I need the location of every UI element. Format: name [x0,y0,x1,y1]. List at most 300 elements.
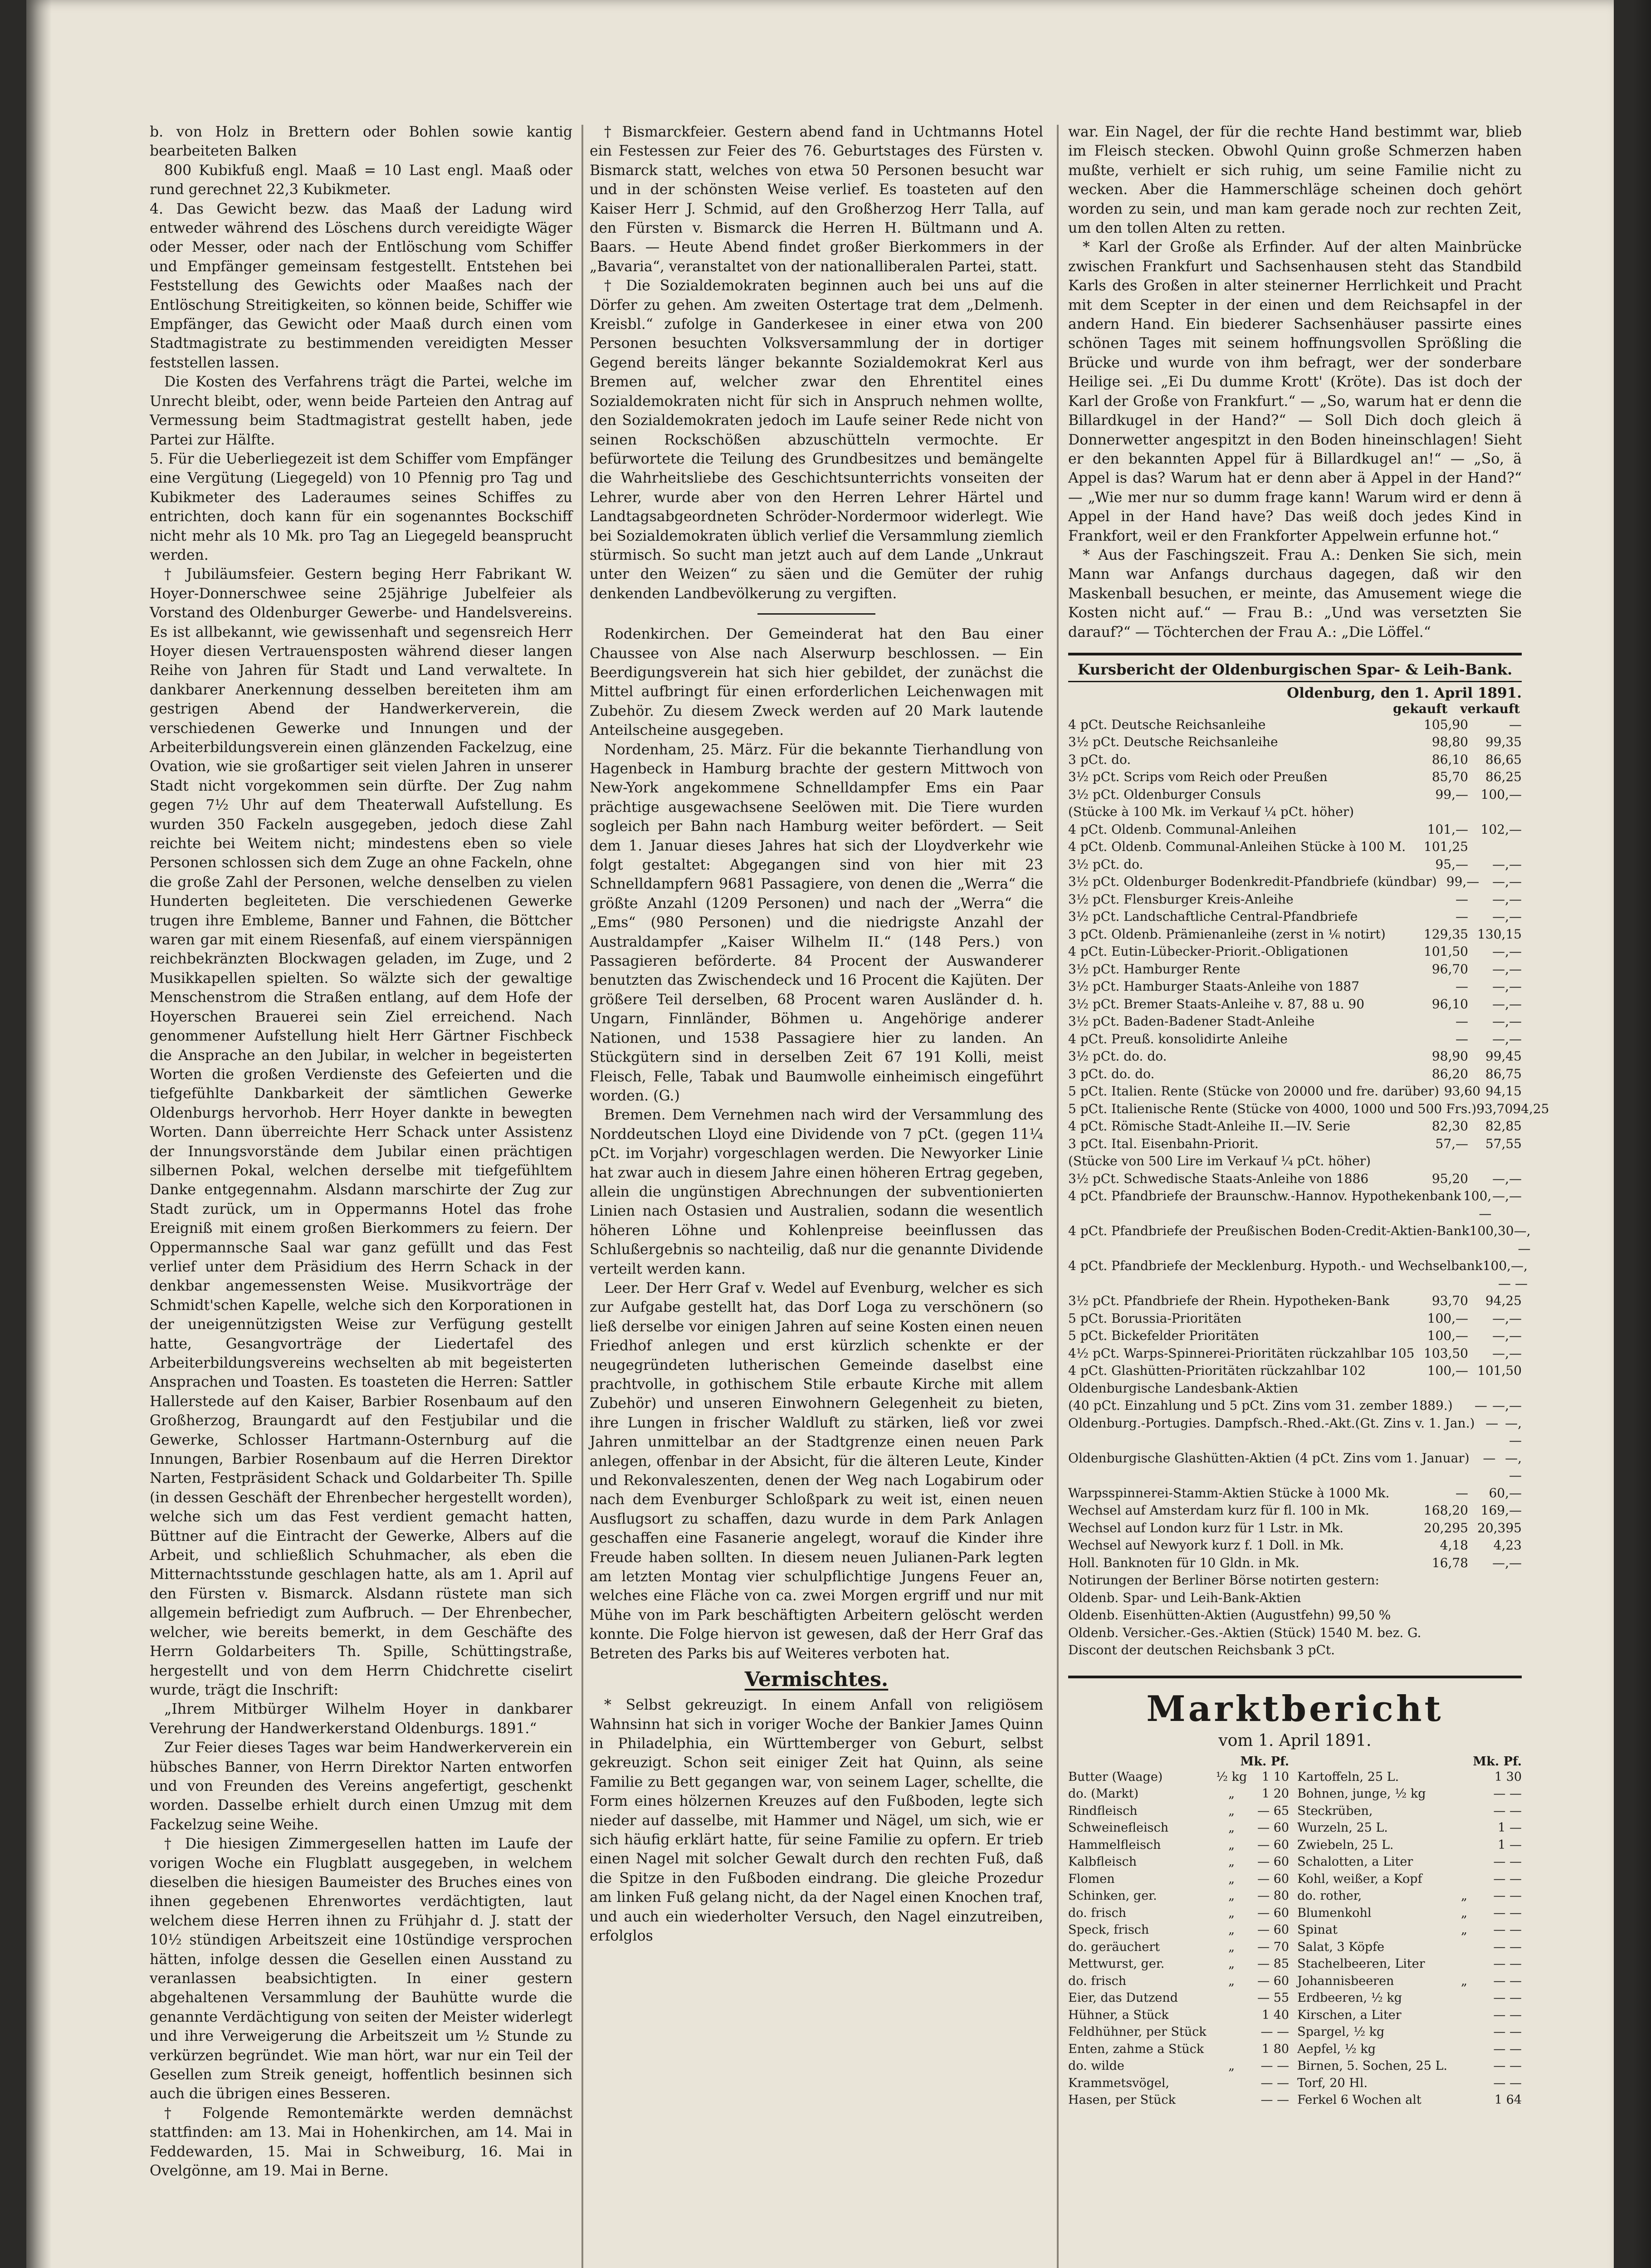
markt-row [1297,1769,1522,1786]
markt-unit [1447,2058,1481,2075]
markt-row [1068,1921,1289,1939]
markt-unit: „ [1228,1804,1235,1818]
markt-price: — — [1493,2008,1522,2022]
markt-unit: „ [1461,1923,1467,1937]
markt-item: Enten, zahme a Stück [1068,2042,1204,2056]
markt-price: — — [1493,1940,1522,1954]
kurs-row [1068,1554,1522,1572]
markt-unit [1215,2041,1248,2058]
kurs-label: (Stücke von 500 Lire im Verkauf ¼ pCt. höher) [1068,1154,1371,1169]
kurs-gekauft: 100,— [1427,1363,1468,1378]
markt-unit [1215,2092,1248,2109]
markt-item: do. frisch [1068,1974,1127,1988]
kurs-label: Oldenburgische Glashütten-Aktien (4 pCt. Zins vom 1. Januar) [1068,1450,1470,1466]
markt-price: — — [1493,1787,1522,1801]
kurs-row [1068,716,1522,734]
kurs-gekauft: 86,10 [1431,752,1468,767]
kurs-label: Wechsel auf Amsterdam kurz für fl. 100 in Mk. [1068,1503,1369,1518]
markt-item: do. wilde [1068,2059,1124,2073]
markt-row [1068,1973,1289,1990]
kursbericht-title: Kursbericht der Oldenburgischen Spar- & Leih-Bank. [1068,653,1522,682]
kurs-row [1068,873,1522,891]
markt-item: Zwiebeln, 25 L. [1297,1838,1394,1852]
markt-row [1068,1955,1289,1973]
kurs-row [1068,1135,1522,1153]
markt-item: Erdbeeren, ½ kg [1297,1991,1402,2005]
kurs-row [1068,1066,1522,1083]
kurs-row [1068,943,1522,961]
markt-item: Johannisbeeren [1297,1974,1394,1988]
markt-row [1068,1819,1289,1837]
markt-price: — — [1493,1804,1522,1818]
markt-unit [1447,1769,1481,1786]
markt-unit: „ [1228,1923,1235,1937]
page-edge-shade [1633,0,1651,2268]
markt-price: 1 — [1498,1821,1522,1835]
markt-unit: „ [1228,1940,1235,1954]
article-karl-der-grosse: * Karl der Große als Erfinder. Auf der alten Mainbrücke zwischen Frankfurt und Sachsenhausen steht das Standbild Karls des Großen in alter steinerner Herrlichkeit und Pracht mit dem Scepter in der einen und dem Reichsapfel in der andern Hand. Ein biederer Sachsenhäuser passirte eines schönen Tages mit seinem hoffnungsvollen Sprößling die Brücke und wurde von ihm befragt, wer der sonderbare Heilige sei. „Ei Du dumme Krott' (Kröte). Das ist doch der Karl der Große von Frankfurt.“ — „So, warum hat er denn die Billardkugel in der Hand?“ — Soll Dich doch gleich ä Donnerwetter angespitzt in den Boden hineinschlagen! Sieht er den bekannten Appel für ä Billardkugel an!“ — „So, ä Appel is das? Warum hat er denn aber ä Appel in der Hand?“ — „Wie mer nur so dumm frage kann! Warum wird er denn ä Appel in der Hand have? Das weiß doch jedes Kind in Frankfort, weil er den Frankforter Appelwein erfunne hot.“ [1068,239,1522,544]
article-jubilaeumsfeier: † Jubiläumsfeier. Gestern beging Herr Fabrikant W. Hoyer-Donnerschwee seine 25jährige Jubelfeier als Vorstand des Oldenburger Gewerbe- und Handelsvereins. Es ist allbekannt, wie gewissenhaft und segensreich Herr Hoyer diesen Vertrauensposten während dieser langen Reihe von Jahren für Stadt und Land verwaltete. In dankbarer Anerkennung desselben bereiteten ihm am gestrigen Abend der Handwerkerverein, die verschiedenen Gewerke und Innungen und der Arbeiterbildungsverein einen glänzenden Fackelzug, eine Ovation, wie sie großartiger seit vielen Jahren in unserer Stadt nicht vorgekommen sein dürfte. Der Zug nahm gegen 7½ Uhr auf dem Theaterwall Aufstellung. Es wurden 350 Fackeln ausgegeben, jedoch diese Zahl reichte bei Weitem nicht; mindestens eben so viele Personen schlossen sich dem Zuge an ohne Fackeln, ohne die große Zahl der Personen, welche denselben zu vielen Hunderten begleiteten. Die verschiedenen Gewerke trugen ihre Embleme, Banner und Fahnen, die Böttcher waren gar mit einem Riesenfaß, auf einem vierspännigen reichbekränzten Blockwagen geladen, im Zuge, und 2 Musikkapellen spielten. So wälzte sich der gewaltige Menschenstrom die Straßen entlang, auf dem Hofe der Hoyerschen Brauerei sein Ziel erreichend. Nach genommener Aufstellung hielt Herr Gärtner Fischbeck die Ansprache an den Jubilar, in welcher in begeisterten Worten die großen Verdienste des Gefeierten und die tiefgefühlte Dankbarkeit der sämtlichen Gewerke Oldenburgs hervorhob. Herr Hoyer dankte in bewegten Worten. Dann überreichte Herr Schack unter Assistenz der Innungsvorstände dem Jubilar einen prächtigen silbernen Pokal, welchen derselbe mit tiefgefühltem Danke entgegennahm. Alsdann marschirte der Zug zur Stadt zurück, um in Oppermanns Hotel das frohe Ereigniß mit einem großen Bierkommers zu feiern. Der Oppermannsche Saal war ganz gefüllt und das Fest verlief unter dem Präsidium des Herrn Schack in der denkbar angemessensten Weise. Musikvorträge der Schmidt'schen Kapelle, welche sich den Korporationen in der uneigennützigsten Weise zur Verfügung gestellt hatte, Gesangvorträge der Liedertafel des Arbeiterbildungsvereins wechselten ab mit begeisterten Ansprachen und Toasten. Es toasteten die Herren: Sattler Hallerstede auf den Kaiser, Barbier Rosenbaum auf den Großherzog, Braungardt auf den Festjubilar und die Gewerke, Schlosser Hartmann-Osternburg auf die Innungen, Barbier Rosenbaum auf die Herren Direktor Narten, Festpräsident Schack und Goldarbeiter Th. Spille (in dessen Geschäft der Ehrenbecher hergestellt worden), welche sich um das Fest verdient gemacht hatten, Büttner auf die Eintracht der Gewerke, Albers auf die Arbeit, und schließlich Schuhmacher, als eben die Mitternachtsstunde geschlagen hatte, als am 1. April auf den Fürsten v. Bismarck. Alsdann rüstete man sich allgemein befriedigt zum Aufbruch. — Der Ehrenbecher, welcher, wie bereits bemerkt, in dem Geschäfte des Herrn Goldarbeiters Th. Spille, Schüttingstraße, hergestellt und von dem Herrn Chidchrette ciselirt wurde, trägt die Inschrift: [150,566,572,1698]
kurs-row [1068,908,1522,926]
markt-row [1297,1921,1522,1939]
kurs-row [1068,1327,1522,1345]
kurs-gekauft: — [1456,891,1468,907]
markt-unit: „ [1228,1974,1235,1988]
markt-price: 1 20 [1261,1787,1290,1801]
markt-price: — — [1260,2076,1290,2090]
kurs-label: Wechsel auf Newyork kurz f. 1 Doll. in Mk. [1068,1538,1344,1553]
markt-row [1297,1905,1522,1922]
markt-row [1068,1785,1289,1803]
markt-unit [1447,1785,1481,1803]
article-paragraph: Zur Feier dieses Tages war beim Handwerkerverein ein hübsches Banner, von Herrn Direktor Narten entworfen und von Freunden des Vereins angefertigt, geschenkt worden. Dasselbe erhielt durch einen Umzug mit dem Fackelzug seine Weihe. [150,1740,572,1833]
kurs-row [1068,926,1522,943]
kurs-label: 4½ pCt. Warps-Spinnerei-Prioritäten rückzahlbar 105 [1068,1345,1415,1361]
markt-price: — — [1493,1923,1522,1937]
markt-price: — — [1493,1906,1522,1920]
kurs-label: Oldenb. Eisenhütten-Aktien (Augustfehn) 99,50 % [1068,1608,1391,1623]
markt-unit: „ [1228,1889,1235,1903]
kurs-verkauft: —,— [1492,1328,1522,1344]
kurs-row [1068,1153,1522,1170]
kurs-label: Notirungen der Berliner Börse notirten gestern: [1068,1573,1379,1588]
kurs-label: 3½ pCt. Oldenburger Consuls [1068,787,1261,802]
markt-unit [1447,1819,1481,1837]
markt-unit [1447,2092,1481,2109]
marktbericht-table [1068,1755,1522,2109]
markt-item: do. rother, [1297,1889,1362,1903]
kurs-row [1068,1048,1522,1066]
kurs-gekauft: 129,35 [1424,926,1468,942]
kurs-label: Oldenburgische Landesbank-Aktien [1068,1380,1298,1396]
kurs-label: 4 pCt. Preuß. konsolidirte Anleihe [1068,1031,1288,1046]
kurs-verkauft: —,— [1492,1014,1522,1029]
kurs-row [1068,1013,1522,1031]
markt-price: — 60 [1257,1974,1290,1988]
kurs-gekauft: 101,— [1427,821,1468,837]
kurs-label: 3 pCt. Oldenb. Prämienanleihe (zerst in ⅙ notirt) [1068,926,1386,942]
markt-item: Blumenkohl [1297,1906,1372,1920]
kurs-verkauft: 101,50 [1477,1363,1522,1378]
markt-unit [1447,1853,1481,1871]
kurs-label: (Stücke à 100 Mk. im Verkauf ¼ pCt. höher) [1068,804,1354,820]
kurs-verkauft: 100,— [1480,787,1522,802]
kurs-verkauft: —,— [1505,1415,1522,1448]
markt-unit [1447,1803,1481,1820]
kurs-label: 4 pCt. Deutsche Reichsanleihe [1068,717,1266,732]
markt-row [1297,2075,1522,2092]
kurs-verkauft: — [1509,717,1522,732]
markt-price: 1 — [1498,1838,1522,1852]
markt-unit: „ [1228,2059,1235,2073]
markt-item: Hasen, per Stück [1068,2093,1176,2107]
kurs-verkauft: 99,35 [1485,734,1522,750]
markt-row [1297,1955,1522,1973]
markt-row [1068,1769,1289,1786]
article-paragraph: Die Kosten des Verfahrens trägt die Partei, welche im Unrecht bleibt, oder, wenn beide Parteien den Antrag auf Vermessung beim Stadtmagistrat gestellt haben, jede Partei zur Hälfte. [150,374,572,448]
markt-unit: ½ kg [1216,1769,1247,1784]
markt-unit [1447,1989,1481,2007]
markt-price: — 80 [1257,1889,1290,1903]
marktbericht-right [1297,1755,1522,2109]
kurs-verkauft: 57,55 [1485,1136,1522,1151]
kurs-gekauft: 82,30 [1431,1119,1468,1134]
markt-row [1297,1853,1522,1871]
markt-item: Ferkel 6 Wochen alt [1297,2093,1421,2107]
kurs-verkauft: —,— [1492,1398,1522,1413]
markt-unit [1447,1955,1481,1973]
markt-row [1068,2092,1289,2109]
markt-price: — 70 [1257,1940,1290,1954]
kurs-label: 3½ pCt. Scrips vom Reich oder Preußen [1068,769,1328,785]
column-rule-1 [581,125,583,2268]
markt-row [1297,1887,1522,1905]
markt-row [1297,1989,1522,2007]
kurs-gekauft: 95,— [1435,856,1468,872]
kurs-verkauft: —,— [1514,1223,1531,1256]
kurs-verkauft: 169,— [1480,1503,1522,1518]
kurs-label: 4 pCt. Pfandbriefe der Braunschw.-Hannov. Hypothekenbank [1068,1188,1461,1204]
markt-unit [1447,2041,1481,2058]
section-divider [757,613,875,615]
markt-item: Hühner, a Stück [1068,2008,1169,2022]
markt-unit [1447,2024,1481,2041]
kurs-row [1068,1362,1522,1380]
kurs-verkauft: 20,395 [1477,1520,1522,1535]
markt-unit [1447,1837,1481,1854]
markt-unit: „ [1228,1872,1235,1886]
markt-unit: „ [1228,1906,1235,1920]
markt-row [1068,2058,1289,2075]
kurs-gekauft: — [1485,1415,1499,1431]
kurs-row [1068,838,1522,856]
kurs-verkauft: 86,65 [1485,752,1522,767]
kurs-row [1068,1292,1522,1310]
article-nordenham: Nordenham, 25. März. Für die bekannte Tierhandlung von Hagenbeck in Hamburg brachte der gestern Mittwoch von New-York angekommene Schnelldampfer Ems ein Paar prächtige ausgewachsene Seelöwen mit. Die Tiere wurden sogleich per Bahn nach Hamburg weiter befördert. — Seit dem 1. Januar dieses Jahres hat sich der Lloydverkehr wie folgt gestaltet: Abgegangen sind von hier mit 23 Schnelldampfern 9681 Passagiere, von denen die „Werra“ die größte Anzahl (1209 Personen) und nach der „Werra“ die „Ems“ (980 Personen) und die niedrigste Anzahl der Australdampfer „Kaiser Wilhelm II.“ (148 Pers.) von Passagieren beförderte. 84 Procent der Auswanderer benutzten das Zwischendeck und 16 Procent die Kajüten. Der größere Teil derselben, 68 Procent waren Ausländer d. h. Ungarn, Finnländer, Böhmen u. Angehörige anderer Nationen, und 1538 Passagiere hier zu landen. An Stückgütern sind in derselben Zeit 67 191 Kolli, meist Fleisch, Felle, Tabak und Baumwolle einheimisch eingeführt worden. (G.) [590,741,1043,1104]
kurs-gekauft: 100,— [1427,1328,1468,1344]
kurs-gekauft: 101,25 [1424,839,1468,855]
markt-unit [1215,1989,1248,2007]
kurs-verkauft: 86,75 [1485,1066,1522,1081]
kurs-label: 3½ pCt. Pfandbriefe der Rhein. Hypotheken-Bank [1068,1293,1390,1309]
kurs-label: 4 pCt. Oldenb. Communal-Anleihen Stücke à 100 M. [1068,839,1406,855]
kurs-row [1068,786,1522,804]
markt-row [1068,1939,1289,1956]
kurs-label: Oldenb. Versicher.-Ges.-Aktien (Stück) 1540 M. bez. G. [1068,1625,1421,1640]
markt-price: — — [1493,1957,1522,1971]
markt-price: 1 80 [1261,2042,1290,2056]
kurs-label: 3½ pCt. Deutsche Reichsanleihe [1068,734,1278,750]
kurs-gekauft: — [1483,1450,1496,1466]
markt-price: — — [1493,2059,1522,2073]
kurs-gekauft: 105,90 [1424,717,1468,732]
column-1 [150,122,572,2268]
kurs-row [1068,1170,1522,1188]
kurs-gekauft: 103,50 [1424,1345,1468,1361]
kurs-row [1068,803,1522,821]
column-3 [1068,122,1549,2268]
kurs-verkauft: —,— [1492,961,1522,977]
marktbericht-right-rows [1297,1769,1522,2109]
kurs-gekauft: 99,— [1435,787,1468,802]
kurs-label: 3½ pCt. Flensburger Kreis-Anleihe [1068,891,1294,907]
markt-row [1068,2024,1289,2041]
kurs-verkauft: 94,25 [1513,1101,1549,1116]
markt-row [1297,2058,1522,2075]
kurs-label: 3½ pCt. Hamburger Staats-Anleihe von 1887 [1068,979,1360,994]
markt-unit [1447,1871,1481,1888]
kurs-gekauft: 96,70 [1431,961,1468,977]
markt-item: Wurzeln, 25 L. [1297,1821,1388,1835]
kurs-gekauft: 98,90 [1431,1049,1468,1064]
article-paragraph: 5. Für die Ueberliegezeit ist dem Schiffer vom Empfänger eine Vergütung (Liegegeld) von 10 Pfennig pro Tag und Kubikmeter des Laderaumes seines Schiffes zu entrichten, doch kann für ein sogenanntes Bockschiff nicht mehr als 10 Mk. pro Tag an Liegegeld beansprucht werden. [150,450,572,563]
markt-price: — — [1493,1889,1522,1903]
kurs-gekauft: — [1456,1014,1468,1029]
kurs-label: 5 pCt. Borussia-Prioritäten [1068,1310,1241,1326]
kurs-gekauft: — [1456,909,1468,924]
kurs-gekauft: 95,20 [1431,1171,1468,1186]
markt-unit [1215,2075,1248,2092]
markt-price: — 60 [1257,1906,1290,1920]
kurs-verkauft: —,— [1492,1555,1522,1570]
markt-row [1297,1803,1522,1820]
kurs-row [1068,821,1522,839]
article-paragraph: 4. Das Gewicht bezw. das Maaß der Ladung wird entweder während des Löschens durch vereidigte Wäger oder Messer, oder nach der Entlöschung vom Schiffer und Empfänger gemeinsam festgestellt. Entstehen bei Feststellung des Gewichts oder Maaßes nach der Entlöschung Streitigkeiten, so können beide, Schiffer wie Empfänger, das Gewicht oder Maaß durch einen vom Stadtmagistrate zu bestimmenden vereidigten Messer feststellen lassen. [150,200,572,371]
kurs-row [1068,1222,1531,1257]
markt-unit: „ [1228,1838,1235,1852]
markt-unit: „ [1461,1974,1467,1988]
article-bremen: Bremen. Dem Vernehmen nach wird der Versammlung des Norddeutschen Lloyd eine Dividende von 7 pCt. (gegen 11¼ pCt. im Vorjahr) vorgeschlagen werden. Die Newyorker Linie hat zwar auch in diesem Jahre einen höheren Ertrag gegeben, allein die ungünstigen Abrechnungen der subventionierten Linien nach Ostasien und Australien, sodann die wesentlich höheren Löhne und Kohlenpreise beeinflussen das Schlußergebnis so nachteilig, daß nur die genannte Dividende verteilt werden kann. [590,1107,1043,1277]
markt-unit: „ [1461,1889,1467,1903]
markt-row [1068,1803,1289,1820]
kurs-label: 4 pCt. Glashütten-Prioritäten rückzahlbar 102 [1068,1363,1366,1378]
kurs-row [1068,1257,1528,1292]
markt-row [1068,1905,1289,1922]
kurs-row [1068,1642,1522,1659]
article-zimmergesellen: † Die hiesigen Zimmergesellen hatten im Laufe der vorigen Woche ein Flugblatt ausgegeben, in welchem dieselben die hiesigen Baumeister des Bruches eines von ihnen gegebenen Ehrenwortes verdächtigten, laut welchem diese Herren ihnen zu Frühjahr d. J. statt der 10½ stündigen Arbeitszeit eine 10stündige versprochen hätten, infolge dessen die Gesellen einen Ausstand zu veranlassen beabsichtigten. In einer gestern abgehaltenen Versammlung der Bauhütte wurde die genannte Verdächtigung von seiten der Meister widerlegt und ihre Verweigerung die Arbeitszeit um ½ Stunde zu verkürzen begründet. Wie man hört, war nur ein Teil der Gesellen zum Streik geneigt, hoffentlich besinnen sich auch die übrigen eines Besseren. [150,1836,572,2102]
kurs-label: Discont der deutschen Reichsbank 3 pCt. [1068,1642,1335,1658]
kurs-verkauft: 94,25 [1485,1293,1522,1309]
markt-item: Kirschen, a Liter [1297,2008,1402,2022]
kurs-row [1068,1118,1522,1135]
markt-price: 1 30 [1494,1769,1522,1784]
kurs-row [1068,961,1522,978]
kurs-gekauft: 20,295 [1424,1520,1468,1535]
markt-row [1297,2007,1522,2024]
markt-unit: „ [1228,1821,1235,1835]
kurs-verkauft: —,— [1492,874,1522,890]
kurs-gekauft: 100,— [1427,1310,1468,1326]
kurs-verkauft: —,— [1492,1310,1522,1326]
kurs-label: Holl. Banknoten für 10 Gldn. in Mk. [1068,1555,1299,1570]
kurs-verkauft: —,— [1492,979,1522,994]
kurs-gekauft: — [1456,979,1468,994]
markt-item: Schweinefleisch [1068,1821,1169,1835]
kurs-label: 3 pCt. do. do. [1068,1066,1155,1081]
markt-item: Aepfel, ½ kg [1297,2042,1376,2056]
markt-unit: „ [1228,1957,1235,1971]
kurs-label: 3 pCt. Ital. Eisenbahn-Priorit. [1068,1136,1259,1151]
kurs-gekauft: 168,20 [1424,1503,1468,1518]
kurs-label: 3½ pCt. Schwedische Staats-Anleihe von 1886 [1068,1171,1369,1186]
markt-price: — — [1493,2025,1522,2039]
kurs-row [1068,978,1522,996]
markt-price: — — [1260,2093,1290,2107]
markt-item: do. geräuchert [1068,1940,1160,1954]
markt-item: Mettwurst, ger. [1068,1957,1165,1971]
kurs-verkauft: 94,15 [1485,1084,1522,1099]
kurs-gekauft: 93,70 [1476,1101,1513,1116]
kurs-gekauft: — [1456,1031,1468,1046]
kurs-label: 3½ pCt. Bremer Staats-Anleihe v. 87, 88 u. 90 [1068,996,1365,1012]
markt-row [1068,1871,1289,1888]
markt-row [1297,2092,1522,2109]
unit-header: Mk. Pf. [1240,1754,1290,1769]
kurs-row [1068,1624,1522,1642]
kurs-label: 3½ pCt. Hamburger Rente [1068,961,1241,977]
marktbericht-title: Marktbericht [1068,1676,1522,1730]
markt-row [1068,1989,1289,2007]
kurs-row [1068,1380,1522,1398]
kurs-row [1068,1415,1522,1450]
kurs-label: 3½ pCt. do. [1068,856,1143,872]
markt-row [1068,2041,1289,2058]
kurs-row [1068,1502,1522,1520]
markt-item: Torf, 20 Hl. [1297,2076,1368,2090]
kurs-row [1068,751,1522,769]
markt-item: Bohnen, junge, ½ kg [1297,1787,1426,1801]
kurs-row [1068,1397,1522,1415]
kurs-verkauft: —,— [1492,1171,1522,1186]
kurs-row [1068,1607,1522,1624]
markt-item: Butter (Waage) [1068,1769,1163,1784]
kurs-verkauft: —,— [1492,891,1522,907]
markt-unit [1215,2007,1248,2024]
markt-price: — 85 [1257,1957,1290,1971]
kurs-verkauft: 99,45 [1485,1049,1522,1064]
markt-row [1297,1837,1522,1854]
markt-item: Steckrüben, [1297,1804,1373,1818]
kurs-verkauft: 86,25 [1485,769,1522,785]
kurs-label: 3 pCt. do. [1068,752,1131,767]
article-leer: Leer. Der Herr Graf v. Wedel auf Evenburg, welcher es sich zur Aufgabe gestellt hat, das Dorf Loga zu verschönern (so ließ derselbe vor einigen Jahren auf seine Kosten einen neuen Friedhof anlegen und erst kürzlich schenkte er der neugegründeten lutherischen Gemeinde daselbst eine prachtvolle, in gothischem Stile erbaute Kirche mit allem Zubehör) und unseren Einwohnern Gelegenheit zu bieten, ihre Lungen in frischer Waldluft zu stärken, ließ vor zwei Jahren unmittelbar an der Stadtgrenze einen neuen Park anlegen, offenbar in der Absicht, für die älteren Leute, Kinder und Rekonvaleszenten, denen der Weg nach Logabirum oder nach dem Evenburger Schloßpark zu weit ist, einen neuen Ausflugsort zu schaffen, dazu wurde in dem Park Anlagen geschaffen eine Fasanerie angelegt, worauf die Kinder ihre Freude haben sollten. In diesem neuen Julianen-Park legten am letzten Montag vier schulpflichtige Jungens Feuer an, welches eine Fläche von ca. zwei Morgen ergriff und nur mit Mühe von im Park beschäftigten Arbeitern gelöscht werden konnte. Die Folge hiervon ist gewesen, daß der Herr Graf das Betreten des Parks bis auf Weiteres verboten hat. [590,1280,1043,1662]
kurs-gekauft: 16,78 [1431,1555,1468,1570]
article-faschingszeit: * Aus der Faschingszeit. Frau A.: Denken Sie sich, mein Mann war Anfangs durchaus dagegen, daß wir den Maskenball besuchen, er meinte, das Amusement wiege die Kosten nicht auf.“ — Frau B.: „Und was versetzten Sie darauf?“ — Töchterchen der Frau A.: „Die Löffel.“ [1068,547,1522,640]
kurs-row [1068,733,1522,751]
markt-item: Spargel, ½ kg [1297,2025,1385,2039]
kurs-gekauft: 101,50 [1424,944,1468,959]
kurs-gekauft: 100,30 [1469,1223,1514,1239]
kurs-row [1068,1589,1522,1607]
kurs-row [1068,996,1522,1013]
markt-unit [1447,2007,1481,2024]
markt-item: Kohl, weißer, a Kopf [1297,1872,1422,1886]
markt-item: Speck, frisch [1068,1923,1149,1937]
kurs-label: (40 pCt. Einzahlung und 5 pCt. Zins vom 31. zember 1889.) [1068,1398,1453,1413]
markt-row [1297,2024,1522,2041]
markt-price: — — [1493,1991,1522,2005]
kurs-row [1068,856,1522,874]
kurs-label: 5 pCt. Italienische Rente (Stücke von 4000, 1000 und 500 Frs.) [1068,1101,1477,1116]
kurs-label: 4 pCt. Pfandbriefe der Preußischen Boden-Credit-Aktien-Bank [1068,1223,1470,1239]
kurs-verkauft: —,— [1492,909,1522,924]
kurs-gekauft: 86,20 [1431,1066,1468,1081]
article-continuation: war. Ein Nagel, der für die rechte Hand bestimmt war, blieb im Fleisch stecken. Obwohl Quinn große Schmerzen haben mußte, verhielt er sich ruhig, um seine Familie nicht zu wecken. Aber die Hammerschläge scheinen doch gehört worden zu sein, und man kam gerade noch zur rechten Zeit, um den tollen Alten zu retten. [1068,124,1522,237]
kurs-label: Wechsel auf London kurz für 1 Lstr. in Mk. [1068,1520,1343,1535]
markt-unit: „ [1228,1855,1235,1869]
markt-row [1297,1785,1522,1803]
markt-price: — 60 [1257,1872,1290,1886]
article-remontemaerkte: † Folgende Remontemärkte werden demnächst stattfinden: am 13. Mai in Hohenkirchen, am 14. Mai in Feddewarden, 15. Mai in Schweiburg, 16. Mai in Ovelgönne, am 19. Mai in Berne. [150,2105,572,2180]
kurs-verkauft: 130,15 [1477,926,1522,942]
kurs-row [1068,1083,1522,1100]
kurs-row [1068,1537,1522,1554]
article-selbst-gekreuzigt: * Selbst gekreuzigt. In einem Anfall von religiösem Wahnsinn hat sich in voriger Woche der Bankier James Quinn in Philadelphia, ein Württemberger von Geburt, selbst gekreuzigt. Schon seit einiger Zeit hat Quinn, als seine Familie zu Bett gegangen war, von seinem Lager, schellte, die Form eines hölzernen Kreuzes auf den Fußboden, legte sich nieder auf dasselbe, mit Hammer und Nägel, um sich, wie er sich häufig erklärt hatte, für seine Familie zu opfern. Er trieb einen Nagel mit solcher Gewalt durch den rechten Fuß, daß die Spitze in den Fußboden eindrang. Die gleiche Prozedur am linken Fuß gelang nicht, da der Nagel einen Knochen traf, und auch ein wiederholter Versuch, den Nagel einzutreiben, erfolglos [590,1697,1043,1944]
markt-item: Spinat [1297,1923,1338,1937]
column-rule-2 [1057,125,1059,2268]
col-header-gekauft: gekauft [1393,701,1448,716]
kurs-row [1068,1345,1522,1363]
markt-item: Hammelfleisch [1068,1838,1161,1852]
markt-item: Flomen [1068,1872,1115,1886]
markt-item: Birnen, 5. Sochen, 25 L. [1297,2059,1447,2073]
kurs-gekauft: — [1474,1398,1487,1413]
kurs-row [1068,891,1522,909]
markt-row [1297,1973,1522,1990]
kursbericht-column-headers [1068,701,1522,716]
markt-row [1068,1837,1289,1854]
kursbericht-place-date: Oldenburg, den 1. April 1891. [1287,684,1522,701]
markt-price: — 60 [1257,1855,1290,1869]
markt-price: — 65 [1257,1804,1290,1818]
markt-item: Schinken, ger. [1068,1889,1157,1903]
markt-price: — 55 [1257,1991,1290,2005]
marktbericht-left [1068,1755,1289,2109]
kurs-row [1068,1100,1549,1118]
kurs-gekauft: — [1456,1485,1468,1501]
markt-item: do. frisch [1068,1906,1127,1920]
markt-price: 1 10 [1261,1769,1290,1784]
markt-row [1068,2007,1289,2024]
marktbericht-date: vom 1. April 1891. [1218,1731,1372,1750]
binding-gutter-shadow [26,0,52,2268]
markt-row [1068,2075,1289,2092]
markt-price: — — [1493,1872,1522,1886]
markt-unit [1447,1939,1481,1956]
markt-price: — — [1493,2042,1522,2056]
kurs-label: 4 pCt. Pfandbriefe der Mecklenburg. Hypoth.- und Wechselbank [1068,1258,1483,1274]
kurs-gekauft: 4,18 [1440,1538,1468,1553]
